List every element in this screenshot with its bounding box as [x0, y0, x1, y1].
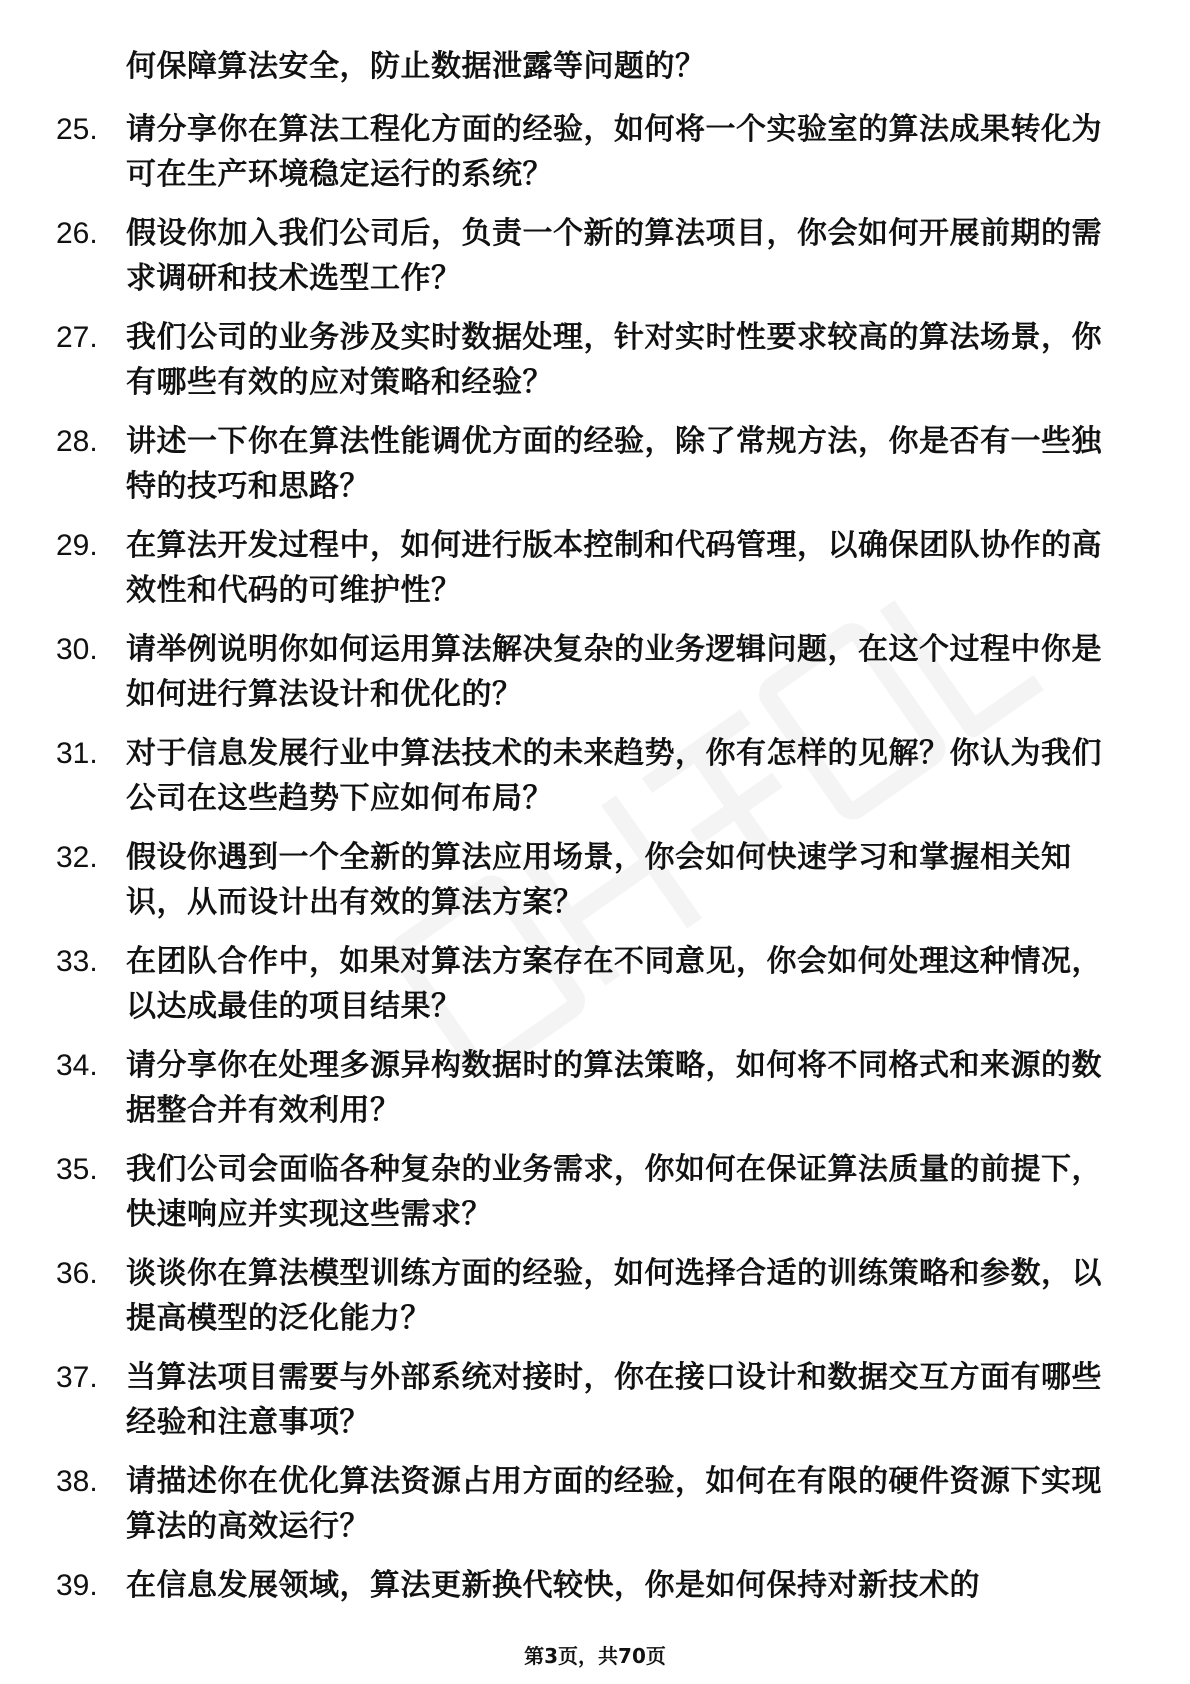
question-item-39: [56, 1563, 1116, 1608]
question-number: 36.: [56, 1257, 98, 1290]
question-text: 谈谈你在算法模型训练方面的经验，如何选择合适的训练策略和参数，以提高模型的泛化能力？: [126, 1256, 1102, 1336]
question-item-25: [56, 107, 1116, 197]
question-item-32: [56, 835, 1116, 925]
question-text: 请分享你在算法工程化方面的经验，如何将一个实验室的算法成果转化为可在生产环境稳定运行的系统？: [126, 112, 1102, 192]
question-text: 假设你遇到一个全新的算法应用场景，你会如何快速学习和掌握相关知识，从而设计出有效的算法方案？: [126, 840, 1072, 920]
question-item-30: [56, 627, 1116, 717]
question-number: 26.: [56, 217, 98, 250]
question-item-27: [56, 315, 1116, 405]
question-number: 27.: [56, 321, 98, 354]
question-item-36: [56, 1251, 1116, 1341]
question-number: 29.: [56, 529, 98, 562]
question-text: 我们公司会面临各种复杂的业务需求，你如何在保证算法质量的前提下，快速响应并实现这些需求？: [126, 1152, 1102, 1232]
continued-question-text: 何保障算法安全，防止数据泄露等问题的？: [126, 49, 706, 84]
question-number: 25.: [56, 113, 98, 146]
page-indicator: 第3页，共70页: [524, 1644, 666, 1668]
question-item-29: [56, 523, 1116, 613]
question-number: 37.: [56, 1361, 98, 1394]
question-number: 28.: [56, 425, 98, 458]
question-text: 请描述你在优化算法资源占用方面的经验，如何在有限的硬件资源下实现算法的高效运行？: [126, 1464, 1102, 1544]
question-number: 32.: [56, 841, 98, 874]
question-number: 31.: [56, 737, 98, 770]
question-item-26: [56, 211, 1116, 301]
question-text: 假设你加入我们公司后，负责一个新的算法项目，你会如何开展前期的需求调研和技术选型工作？: [126, 216, 1102, 296]
question-number: 33.: [56, 945, 98, 978]
question-text: 我们公司的业务涉及实时数据处理，针对实时性要求较高的算法场景，你有哪些有效的应对策略和经验？: [126, 320, 1102, 400]
question-item-33: [56, 939, 1116, 1029]
question-item-35: [56, 1147, 1116, 1237]
question-text: 当算法项目需要与外部系统对接时，你在接口设计和数据交互方面有哪些经验和注意事项？: [126, 1360, 1102, 1440]
question-text: 在团队合作中，如果对算法方案存在不同意见，你会如何处理这种情况，以达成最佳的项目结果？: [126, 944, 1102, 1024]
question-text: 对于信息发展行业中算法技术的未来趋势，你有怎样的见解？你认为我们公司在这些趋势下应如何布局？: [126, 736, 1102, 816]
question-list: [56, 107, 1116, 1608]
page-footer: [0, 1644, 1190, 1668]
question-text: 在信息发展领域，算法更新换代较快，你是如何保持对新技术的: [126, 1568, 980, 1603]
question-text: 讲述一下你在算法性能调优方面的经验，除了常规方法，你是否有一些独特的技巧和思路？: [126, 424, 1102, 504]
question-text: 请分享你在处理多源异构数据时的算法策略，如何将不同格式和来源的数据整合并有效利用？: [126, 1048, 1102, 1128]
question-item-31: [56, 731, 1116, 821]
question-text: 请举例说明你如何运用算法解决复杂的业务逻辑问题，在这个过程中你是如何进行算法设计和优化的？: [126, 632, 1102, 712]
question-item-28: [56, 419, 1116, 509]
question-number: 39.: [56, 1569, 98, 1602]
question-number: 38.: [56, 1465, 98, 1498]
question-content: [56, 44, 1116, 1622]
question-text: 在算法开发过程中，如何进行版本控制和代码管理，以确保团队协作的高效性和代码的可维护性？: [126, 528, 1102, 608]
question-item-38: [56, 1459, 1116, 1549]
question-item-37: [56, 1355, 1116, 1445]
question-number: 35.: [56, 1153, 98, 1186]
question-number: 34.: [56, 1049, 98, 1082]
question-item-34: [56, 1043, 1116, 1133]
question-number: 30.: [56, 633, 98, 666]
